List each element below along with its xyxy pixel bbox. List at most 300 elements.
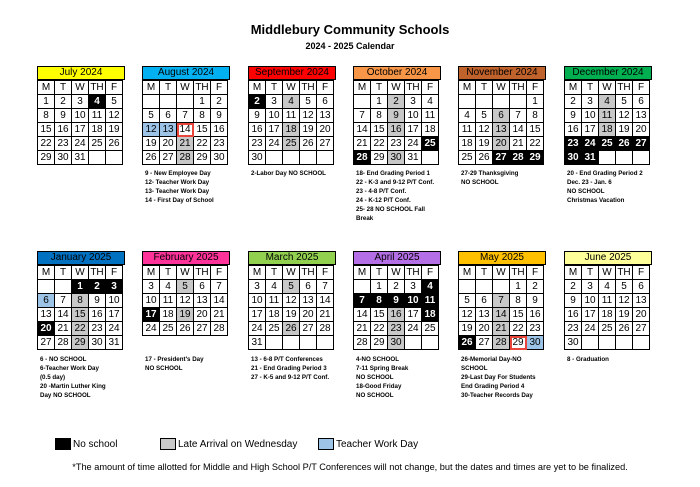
weekday-label: F — [211, 81, 228, 95]
weekday-row — [459, 81, 544, 95]
day-cell: 3 — [405, 280, 422, 294]
month-header: April 2025 — [353, 251, 441, 265]
day-cell: 6 — [493, 109, 510, 123]
day-cell: 25 — [283, 137, 300, 151]
day-cell: 10 — [143, 294, 160, 308]
day-cell: 9 — [89, 294, 106, 308]
note-line: 27-29 Thanksgiving — [461, 170, 519, 177]
empty-cell — [160, 95, 177, 109]
weekday-label: F — [422, 266, 439, 280]
note-line: 14 - First Day of School — [145, 197, 214, 204]
month-header: November 2024 — [458, 66, 546, 80]
empty-cell — [266, 336, 283, 350]
empty-cell — [459, 95, 476, 109]
month-table — [37, 80, 123, 165]
month-header: March 2025 — [248, 251, 336, 265]
weekday-row — [565, 266, 650, 280]
day-cell: 27 — [633, 137, 650, 151]
day-cell: 3 — [143, 280, 160, 294]
note-line: 30-Teacher Records Day — [461, 392, 533, 399]
day-cell: 15 — [527, 123, 544, 137]
day-cell: 29 — [527, 151, 544, 165]
day-cell: 2 — [249, 95, 266, 109]
day-cell: 12 — [143, 123, 160, 137]
week-row — [143, 109, 228, 123]
note-line: Day NO SCHOOL — [40, 392, 91, 399]
weekday-label: F — [106, 266, 123, 280]
day-cell: 12 — [616, 109, 633, 123]
day-cell: 4 — [89, 95, 106, 109]
empty-cell — [599, 336, 616, 350]
weekday-label: M — [38, 81, 55, 95]
day-cell: 27 — [493, 151, 510, 165]
day-cell: 16 — [388, 123, 405, 137]
weekday-label: T — [266, 266, 283, 280]
legend-teacher-work-day-label: Teacher Work Day — [336, 438, 419, 450]
weekday-label: T — [371, 266, 388, 280]
day-cell: 1 — [194, 95, 211, 109]
day-cell: 19 — [106, 123, 123, 137]
note-line: 6-Teacher Work Day — [40, 365, 99, 372]
day-cell: 8 — [371, 294, 388, 308]
week-row — [38, 109, 123, 123]
weekday-label: F — [527, 266, 544, 280]
day-cell: 21 — [493, 322, 510, 336]
weekday-label: M — [459, 266, 476, 280]
day-cell: 6 — [300, 280, 317, 294]
month-table — [142, 265, 228, 336]
day-cell: 15 — [371, 123, 388, 137]
day-cell: 29 — [72, 336, 89, 350]
day-cell: 3 — [582, 95, 599, 109]
day-cell: 25 — [599, 137, 616, 151]
day-cell: 6 — [317, 95, 334, 109]
note-line: 18-Good Friday — [356, 383, 402, 390]
week-row — [249, 322, 334, 336]
day-cell: 4 — [599, 95, 616, 109]
week-row — [459, 137, 544, 151]
day-cell: 14 — [354, 123, 371, 137]
day-cell: 4 — [422, 95, 439, 109]
month-11 — [458, 251, 546, 350]
day-cell: 16 — [249, 123, 266, 137]
weekday-label: TH — [195, 266, 209, 278]
day-cell: 23 — [565, 137, 582, 151]
week-row — [249, 95, 334, 109]
day-cell: 13 — [160, 123, 177, 137]
day-cell: 30 — [565, 336, 582, 350]
day-cell: 1 — [510, 280, 527, 294]
day-cell: 14 — [211, 294, 228, 308]
day-cell: 3 — [582, 280, 599, 294]
empty-cell — [266, 151, 283, 165]
day-cell: 24 — [249, 322, 266, 336]
day-cell: 13 — [633, 294, 650, 308]
day-cell: 27 — [633, 322, 650, 336]
weekday-label: F — [211, 266, 228, 280]
week-row — [143, 95, 228, 109]
week-row — [38, 123, 123, 137]
weekday-label: TH — [195, 81, 209, 93]
day-cell: 6 — [633, 95, 650, 109]
month-notes — [461, 355, 536, 400]
week-row — [249, 308, 334, 322]
month-table — [353, 265, 439, 350]
weekday-label: W — [283, 81, 300, 95]
week-row — [565, 280, 650, 294]
day-cell: 23 — [249, 137, 266, 151]
week-row — [38, 95, 123, 109]
month-notes — [40, 355, 106, 400]
week-row — [459, 109, 544, 123]
day-cell: 16 — [527, 308, 544, 322]
weekday-label: W — [388, 81, 405, 95]
legend-no-school — [55, 437, 117, 451]
day-cell: 30 — [55, 151, 72, 165]
day-cell: 5 — [106, 95, 123, 109]
day-cell: 25 — [459, 151, 476, 165]
day-cell: 27 — [160, 151, 177, 165]
day-cell: 9 — [527, 294, 544, 308]
weekday-label: W — [72, 81, 89, 95]
empty-cell — [422, 336, 439, 350]
day-cell: 30 — [527, 336, 544, 350]
empty-cell — [55, 280, 72, 294]
day-cell: 6 — [38, 294, 55, 308]
week-row — [38, 294, 123, 308]
weekday-label: F — [633, 266, 650, 280]
note-line: 17 - President's Day — [145, 356, 204, 363]
week-row — [354, 137, 439, 151]
day-cell: 22 — [371, 137, 388, 151]
weekday-label: M — [38, 266, 55, 280]
day-cell: 31 — [72, 151, 89, 165]
month-table — [458, 265, 544, 350]
day-cell: 31 — [405, 151, 422, 165]
weekday-row — [143, 81, 228, 95]
day-cell: 10 — [266, 109, 283, 123]
note-line: 9 - New Employee Day — [145, 170, 211, 177]
day-cell: 5 — [143, 109, 160, 123]
week-row — [354, 336, 439, 350]
empty-cell — [493, 95, 510, 109]
day-cell: 30 — [211, 151, 228, 165]
weekday-label: T — [55, 81, 72, 95]
weekday-label: TH — [90, 266, 104, 278]
day-cell: 22 — [38, 137, 55, 151]
day-cell: 12 — [106, 109, 123, 123]
empty-cell — [493, 280, 510, 294]
empty-cell — [317, 151, 334, 165]
day-cell: 24 — [266, 137, 283, 151]
day-cell: 4 — [422, 280, 439, 294]
day-cell: 25 — [422, 137, 439, 151]
teacher-work-day-swatch — [318, 438, 334, 450]
day-cell: 17 — [405, 308, 422, 322]
legend-no-school-label: No school — [73, 438, 118, 450]
month-header: August 2024 — [142, 66, 230, 80]
empty-cell — [459, 280, 476, 294]
weekday-label: M — [565, 81, 582, 95]
day-cell: 1 — [371, 95, 388, 109]
day-cell: 13 — [317, 109, 334, 123]
week-row — [143, 123, 228, 137]
week-row — [354, 280, 439, 294]
month-5 — [458, 66, 546, 165]
day-cell: 3 — [72, 95, 89, 109]
weekday-label: M — [459, 81, 476, 95]
weekday-label: TH — [617, 266, 631, 278]
weekday-label: M — [354, 81, 371, 95]
day-cell: 23 — [89, 322, 106, 336]
month-header: May 2025 — [458, 251, 546, 265]
day-cell: 28 — [354, 151, 371, 165]
day-cell: 8 — [510, 294, 527, 308]
note-line: Christmas Vacation — [567, 197, 625, 204]
day-cell: 3 — [249, 280, 266, 294]
weekday-label: W — [599, 81, 616, 95]
day-cell: 11 — [422, 109, 439, 123]
day-cell: 2 — [565, 95, 582, 109]
day-cell: 31 — [582, 151, 599, 165]
day-cell: 16 — [565, 308, 582, 322]
note-line: 27 - K-5 and 9-12 P/T Conf. — [251, 374, 330, 381]
day-cell: 10 — [405, 109, 422, 123]
day-cell: 17 — [143, 308, 160, 322]
day-cell: 18 — [599, 123, 616, 137]
empty-cell — [354, 280, 371, 294]
month-table — [353, 80, 439, 165]
day-cell: 18 — [459, 137, 476, 151]
day-cell: 12 — [459, 308, 476, 322]
day-cell: 22 — [194, 137, 211, 151]
week-row — [249, 294, 334, 308]
weekday-label: W — [493, 266, 510, 280]
weekday-row — [249, 81, 334, 95]
weekday-label: T — [371, 81, 388, 95]
day-cell: 30 — [388, 151, 405, 165]
week-row — [354, 322, 439, 336]
day-cell: 27 — [476, 336, 493, 350]
weekday-label: W — [493, 81, 510, 95]
day-cell: 16 — [211, 123, 228, 137]
day-cell: 15 — [72, 308, 89, 322]
day-cell: 27 — [300, 322, 317, 336]
day-cell: 14 — [317, 294, 334, 308]
weekday-label: W — [283, 266, 300, 280]
day-cell: 19 — [283, 308, 300, 322]
day-cell: 2 — [89, 280, 106, 294]
month-table — [142, 80, 228, 165]
month-notes — [567, 355, 609, 364]
week-row — [459, 308, 544, 322]
empty-cell — [89, 151, 106, 165]
day-cell: 18 — [599, 308, 616, 322]
day-cell: 18 — [422, 308, 439, 322]
weekday-label: TH — [511, 81, 525, 93]
week-row — [354, 123, 439, 137]
day-cell: 29 — [38, 151, 55, 165]
week-row — [143, 308, 228, 322]
day-cell: 9 — [249, 109, 266, 123]
week-row — [354, 151, 439, 165]
empty-cell — [405, 336, 422, 350]
note-line: 13 - 6-8 P/T Conferences — [251, 356, 323, 363]
day-cell: 24 — [106, 322, 123, 336]
day-cell: 22 — [527, 137, 544, 151]
month-header: October 2024 — [353, 66, 441, 80]
empty-cell — [354, 95, 371, 109]
note-line: 24 - K-12 P/T Conf. — [356, 197, 411, 204]
week-row — [354, 95, 439, 109]
day-cell: 20 — [633, 308, 650, 322]
day-cell: 21 — [177, 137, 194, 151]
day-cell: 31 — [249, 336, 266, 350]
day-cell: 1 — [38, 95, 55, 109]
week-row — [38, 336, 123, 350]
day-cell: 23 — [388, 137, 405, 151]
day-cell: 6 — [476, 294, 493, 308]
day-cell: 12 — [283, 294, 300, 308]
day-cell: 13 — [300, 294, 317, 308]
day-cell: 21 — [510, 137, 527, 151]
note-line: 25- 28 NO SCHOOL Fall — [356, 206, 425, 213]
note-line: 29-Last Day For Students — [461, 374, 536, 381]
day-cell: 21 — [55, 322, 72, 336]
day-cell: 21 — [211, 308, 228, 322]
month-9 — [248, 251, 336, 350]
weekday-label: M — [354, 266, 371, 280]
day-cell: 15 — [510, 308, 527, 322]
empty-cell — [38, 280, 55, 294]
day-cell: 13 — [476, 308, 493, 322]
day-cell: 13 — [194, 294, 211, 308]
day-cell: 19 — [459, 322, 476, 336]
day-cell: 14 — [354, 308, 371, 322]
day-cell: 17 — [249, 308, 266, 322]
week-row — [249, 151, 334, 165]
day-cell: 28 — [177, 151, 194, 165]
day-cell: 14 — [55, 308, 72, 322]
day-cell: 7 — [177, 109, 194, 123]
day-cell: 23 — [388, 322, 405, 336]
day-cell: 14 — [177, 123, 194, 137]
day-cell: 7 — [510, 109, 527, 123]
day-cell: 7 — [493, 294, 510, 308]
week-row — [565, 151, 650, 165]
week-row — [459, 294, 544, 308]
week-row — [249, 280, 334, 294]
day-cell: 20 — [633, 123, 650, 137]
week-row — [38, 308, 123, 322]
empty-cell — [599, 151, 616, 165]
day-cell: 26 — [283, 322, 300, 336]
weekday-label: M — [565, 266, 582, 280]
day-cell: 25 — [422, 322, 439, 336]
day-cell: 18 — [89, 123, 106, 137]
day-cell: 5 — [300, 95, 317, 109]
day-cell: 24 — [405, 322, 422, 336]
note-line: 2-Labor Day NO SCHOOL — [251, 170, 326, 177]
footnote: *The amount of time allotted for Middle and High School P/T Conferences will not change, but the dates and times are yet to be finalized. — [72, 462, 628, 472]
note-line: NO SCHOOL — [461, 179, 499, 186]
week-row — [565, 109, 650, 123]
day-cell: 25 — [266, 322, 283, 336]
day-cell: 10 — [106, 294, 123, 308]
week-row — [143, 322, 228, 336]
note-line: NO SCHOOL — [567, 188, 605, 195]
page-subtitle: 2024 - 2025 Calendar — [305, 41, 395, 51]
week-row — [565, 95, 650, 109]
day-cell: 25 — [599, 322, 616, 336]
day-cell: 29 — [371, 336, 388, 350]
month-notes — [356, 355, 408, 400]
month-7 — [37, 251, 125, 350]
day-cell: 20 — [160, 137, 177, 151]
note-line: NO SCHOOL — [356, 374, 394, 381]
day-cell: 29 — [371, 151, 388, 165]
day-cell: 20 — [317, 123, 334, 137]
weekday-row — [38, 266, 123, 280]
day-cell: 24 — [405, 137, 422, 151]
week-row — [459, 95, 544, 109]
week-row — [143, 137, 228, 151]
note-line: SCHOOL — [461, 365, 488, 372]
day-cell: 16 — [55, 123, 72, 137]
empty-cell — [510, 95, 527, 109]
day-cell: 15 — [371, 308, 388, 322]
day-cell: 12 — [616, 294, 633, 308]
weekday-label: TH — [406, 81, 420, 93]
day-cell: 23 — [211, 137, 228, 151]
day-cell: 26 — [143, 151, 160, 165]
day-cell: 8 — [194, 109, 211, 123]
day-cell: 11 — [160, 294, 177, 308]
weekday-label: M — [143, 266, 160, 280]
week-row — [38, 137, 123, 151]
day-cell: 24 — [72, 137, 89, 151]
day-cell: 22 — [371, 322, 388, 336]
day-cell: 10 — [582, 294, 599, 308]
day-cell: 21 — [317, 308, 334, 322]
note-line: NO SCHOOL — [356, 392, 394, 399]
month-8 — [142, 251, 230, 336]
month-4 — [353, 66, 441, 165]
day-cell: 30 — [89, 336, 106, 350]
week-row — [565, 123, 650, 137]
day-cell: 4 — [283, 95, 300, 109]
day-cell: 2 — [388, 280, 405, 294]
weekday-row — [459, 266, 544, 280]
week-row — [38, 322, 123, 336]
empty-cell — [300, 151, 317, 165]
empty-cell — [616, 336, 633, 350]
weekday-label: W — [177, 81, 194, 95]
day-cell: 5 — [476, 109, 493, 123]
month-notes — [145, 169, 214, 205]
day-cell: 3 — [405, 95, 422, 109]
month-table — [248, 80, 334, 165]
day-cell: 15 — [194, 123, 211, 137]
day-cell: 1 — [371, 280, 388, 294]
week-row — [565, 294, 650, 308]
day-cell: 11 — [266, 294, 283, 308]
day-cell: 9 — [211, 109, 228, 123]
month-table — [564, 80, 650, 165]
day-cell: 11 — [422, 294, 439, 308]
day-cell: 17 — [106, 308, 123, 322]
day-cell: 10 — [405, 294, 422, 308]
